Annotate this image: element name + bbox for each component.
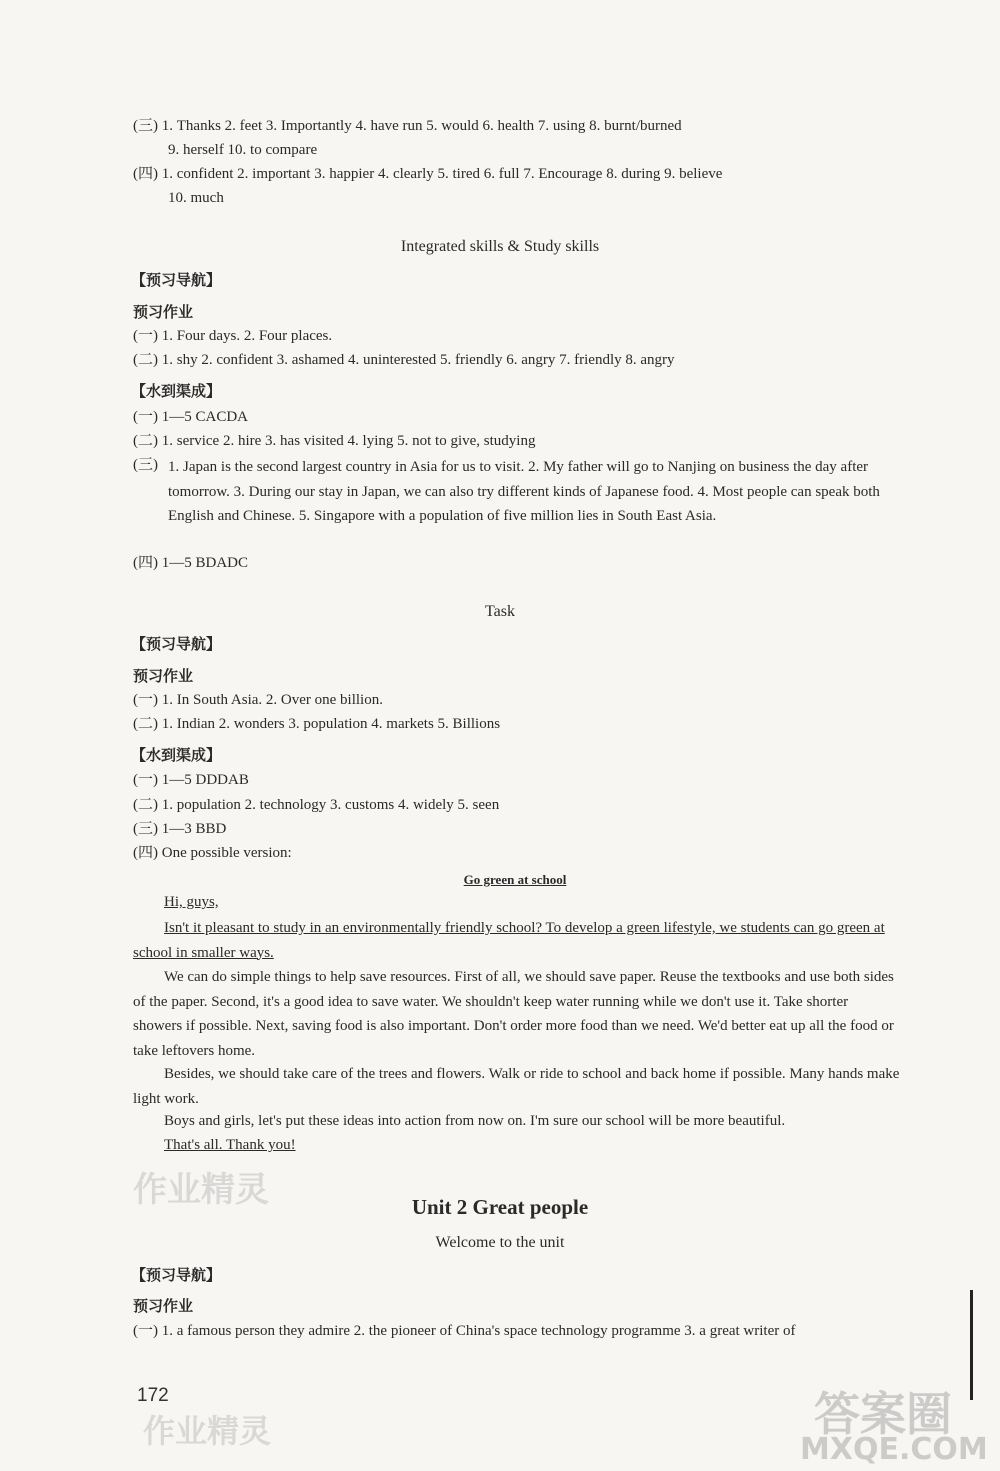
answer-line: (一) 1. a famous person they admire 2. the pioneer of China's space technology programme 3. a great writer of xyxy=(133,1323,796,1339)
answer-san-paragraph: 1. Japan is the second largest country in Asia for us to visit. 2. My father will go to Nanjing on business the day after tomorrow. 3. During our stay in Japan, we can also try different kinds of Japanese food. 4. Most people can speak both English and Chinese. 5. Singapore with a population of five million lies in South East Asia. xyxy=(168,459,880,524)
essay-paragraph-2: We can do simple things to help save resources. First of all, we should save paper. Reuse the textbooks and use both sides of the paper. Second, it's a good idea to save water. We shouldn't keep water running while we don't use it. Take shorter showers if possible. Next, saving food is also important. Don't order more food than we need. We'd better eat up all the food or take leftovers home. xyxy=(133,969,894,1059)
answer-san-label: (三) xyxy=(133,457,158,473)
preview-homework-heading: 预习作业 xyxy=(133,1297,194,1315)
answer-line: (一) 1—5 CACDA xyxy=(133,409,248,425)
answer-san-line2: 9. herself 10. to compare xyxy=(168,142,318,158)
watermark-site: MXQE.COM xyxy=(800,1432,988,1467)
answer-line: (一) 1. Four days. 2. Four places. xyxy=(133,328,333,344)
answer-si-line2: 10. much xyxy=(168,190,224,206)
answer-line: (二) 1. service 2. hire 3. has visited 4. lying 5. not to give, studying xyxy=(133,433,536,449)
answer-line: (一) 1—5 DDDAB xyxy=(133,772,249,788)
answer-line: (二) 1. Indian 2. wonders 3. population 4. markets 5. Billions xyxy=(133,716,501,732)
essay-paragraph-3: Besides, we should take care of the trees and flowers. Walk or ride to school and back home if possible. Many hands make light work. xyxy=(133,1066,900,1107)
essay-paragraph-4: Boys and girls, let's put these ideas into action from now on. I'm sure our school will be more beautiful. xyxy=(164,1113,786,1129)
answer-san-line1: (三) 1. Thanks 2. feet 3. Importantly 4. have run 5. would 6. health 7. using 8. burnt/burned xyxy=(133,118,682,134)
answer-si-line1: (四) 1. confident 2. important 3. happier 4. clearly 5. tired 6. full 7. Encourage 8. during 9. believe xyxy=(133,166,723,182)
essay-title: Go green at school xyxy=(463,872,567,887)
preview-nav-heading: 【预习导航】 xyxy=(131,271,222,289)
preview-nav-heading: 【预习导航】 xyxy=(131,1266,222,1284)
shuidao-heading: 【水到渠成】 xyxy=(131,382,222,400)
watermark-bottom-left: 作业精灵 xyxy=(143,1412,272,1450)
unit-title: Unit 2 Great people xyxy=(411,1195,589,1219)
watermark-mid: 作业精灵 xyxy=(133,1170,269,1210)
answer-line: (三) 1—3 BBD xyxy=(133,821,227,837)
essay-paragraph-1: Isn't it pleasant to study in an environmentally friendly school? To develop a green lifestyle, we students can go green at school in smaller ways. xyxy=(133,920,885,961)
answer-line: (四) One possible version: xyxy=(133,845,292,861)
section-title-task: Task xyxy=(485,603,515,620)
section-title-welcome: Welcome to the unit xyxy=(435,1234,565,1251)
preview-homework-heading: 预习作业 xyxy=(133,303,194,321)
page-edge-shadow xyxy=(970,1290,973,1400)
answer-line: (一) 1. In South Asia. 2. Over one billion. xyxy=(133,692,383,708)
answer-line: (四) 1—5 BDADC xyxy=(133,555,248,571)
watermark-logo: 答案圈 xyxy=(814,1387,952,1441)
answer-line: (二) 1. shy 2. confident 3. ashamed 4. uninterested 5. friendly 6. angry 7. friendly 8. angry xyxy=(133,352,675,368)
preview-homework-heading: 预习作业 xyxy=(133,667,194,685)
essay-closing: That's all. Thank you! xyxy=(164,1137,296,1153)
shuidao-heading: 【水到渠成】 xyxy=(131,746,222,764)
essay-greeting: Hi, guys, xyxy=(164,894,219,910)
preview-nav-heading: 【预习导航】 xyxy=(131,635,222,653)
answer-line: (二) 1. population 2. technology 3. customs 4. widely 5. seen xyxy=(133,797,500,813)
section-title-integrated: Integrated skills & Study skills xyxy=(400,238,600,255)
page-number: 172 xyxy=(137,1385,169,1406)
